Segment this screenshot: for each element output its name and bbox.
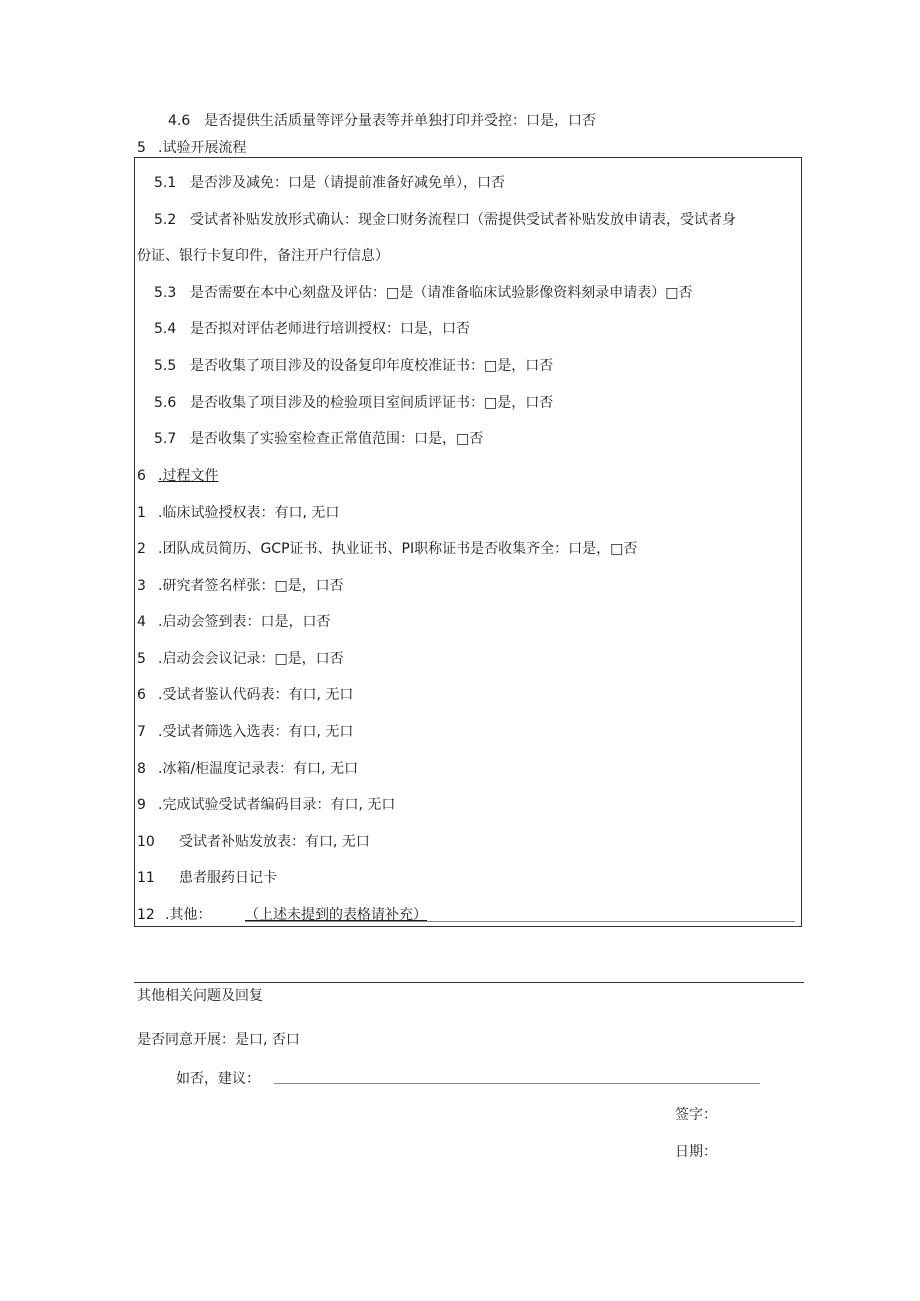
doc-item-2	[137, 540, 637, 558]
item-number: 5.3	[154, 285, 177, 301]
doc-item-9	[137, 796, 395, 814]
item-5-7	[154, 430, 483, 448]
item-number: 12	[137, 907, 155, 923]
section-title: .试验开展流程	[158, 140, 247, 156]
item-5-3	[154, 284, 692, 302]
item-text: .临床试验授权表：有口, 无口	[158, 505, 340, 521]
doc-item-10	[137, 833, 370, 851]
signature-label: 签字：	[675, 1107, 717, 1123]
item-number: 1	[137, 505, 146, 521]
item-number: 5.1	[154, 175, 177, 191]
item-number: 11	[137, 870, 155, 886]
item-text: 是否收集了实验室检查正常值范围：口是，□否	[190, 431, 484, 447]
date-label: 日期：	[675, 1144, 717, 1160]
item-text: .完成试验受试者编码目录：有口, 无口	[158, 797, 396, 813]
doc-item-11	[137, 869, 277, 887]
item-text: 份证、银行卡复印件，备注开户行信息）	[137, 248, 389, 264]
item-number: 9	[137, 797, 146, 813]
item-number: 4	[137, 614, 146, 630]
item-text: .受试者鉴认代码表：有口, 无口	[158, 687, 354, 703]
item-text: .启动会会议记录：□是，口否	[158, 651, 344, 667]
item-number: 3	[137, 578, 146, 594]
doc-item-6	[137, 686, 353, 704]
other-hint: （上述未提到的表格请补充）	[245, 907, 427, 923]
item-number: 5.7	[154, 431, 177, 447]
item-number: 4.6	[168, 113, 191, 129]
item-5-2	[154, 211, 736, 229]
item-text: .团队成员简历、GCP证书、执业证书、PI职称证书是否收集齐全：口是，□否	[158, 541, 638, 557]
other-fill-line[interactable]	[245, 921, 795, 922]
other-qa-heading: 其他相关问题及回复	[137, 988, 263, 1004]
item-text: .启动会签到表：口是，口否	[158, 614, 331, 630]
suggest-fill-line[interactable]	[274, 1083, 760, 1084]
item-number: 8	[137, 761, 146, 777]
section-divider	[134, 982, 804, 983]
doc-item-8	[137, 760, 358, 778]
item-number: 7	[137, 724, 146, 740]
doc-item-7	[137, 723, 353, 741]
suggest-label: 如否，建议：	[176, 1071, 260, 1087]
item-number: 5.2	[154, 212, 177, 228]
item-number: 5.5	[154, 358, 177, 374]
section-number: 5	[137, 140, 146, 156]
item-5-5	[154, 357, 553, 375]
doc-item-1	[137, 504, 339, 522]
item-5-4	[154, 320, 470, 338]
item-number: 5.6	[154, 395, 177, 411]
item-number: 5.4	[154, 321, 177, 337]
item-text: 受试者补贴发放形式确认：现金口财务流程口（需提供受试者补贴发放申请表，受试者身	[190, 212, 736, 228]
item-text: .冰箱/柜温度记录表：有口, 无口	[158, 761, 359, 777]
item-text: 患者服药日记卡	[179, 870, 277, 886]
doc-item-5	[137, 650, 344, 668]
item-5-2-continued	[137, 247, 389, 265]
other-label: .其他：	[165, 907, 212, 923]
section-6-title	[137, 467, 218, 485]
item-text: 是否收集了项目涉及的设备复印年度校准证书：□是，口否	[190, 358, 554, 374]
doc-item-4	[137, 613, 330, 631]
section-title: .过程文件	[158, 468, 219, 484]
item-text: .受试者筛选入选表：有口, 无口	[158, 724, 354, 740]
section-5-title	[137, 139, 246, 157]
item-5-1	[154, 174, 505, 192]
item-number: 2	[137, 541, 146, 557]
item-text: 是否涉及减免：口是（请提前准备好减免单），口否	[190, 175, 505, 191]
section-number: 6	[137, 468, 146, 484]
item-text: 是否收集了项目涉及的检验项目室间质评证书：□是，口否	[190, 395, 554, 411]
item-text: 是否拟对评估老师进行培训授权：口是，口否	[190, 321, 470, 337]
item-text: .研究者签名样张：□是，口否	[158, 578, 344, 594]
item-5-6	[154, 394, 553, 412]
agree-question: 是否同意开展：是口, 否口	[137, 1032, 300, 1048]
item-text: 是否需要在本中心刻盘及评估：□是（请准备临床试验影像资料刻录申请表）□否	[190, 285, 693, 301]
item-4-6	[168, 112, 596, 130]
item-number: 6	[137, 687, 146, 703]
item-number: 10	[137, 834, 155, 850]
item-text: 是否提供生活质量等评分量表等并单独打印并受控：口是，口否	[204, 113, 596, 129]
doc-item-3	[137, 577, 344, 595]
item-number: 5	[137, 651, 146, 667]
item-text: 受试者补贴发放表：有口, 无口	[179, 834, 370, 850]
